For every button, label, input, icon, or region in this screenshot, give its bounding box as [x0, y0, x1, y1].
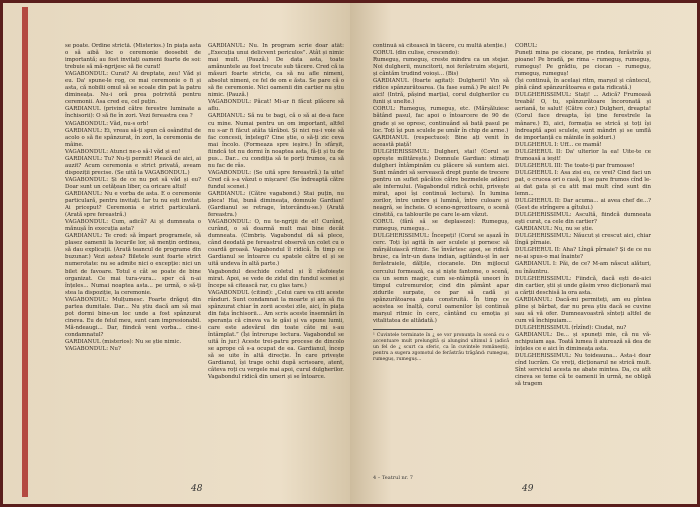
page-number-left: 48: [191, 484, 203, 494]
paragraph: DULGHERUL II: Da' ulterior la ea! Uite-te ce frumoasă a ieșit!: [515, 148, 651, 162]
paragraph: DULGHERUL II: Aha? Lîngă pîrnaie? Și de ce nu ne-ai spus-o mai înainte?: [515, 247, 651, 261]
paragraph: DULGHERISSIMUL: Fiindcă, dacă ești de-aici din cartier, știi și unde găsim vreo dicționară mai a cărții deschisă la ora asta.: [515, 275, 651, 296]
paragraph: VAGABONDUL: Și de ce nu pot să văd și eu? Doar sunt un cetățean liber, ca oricare altul!: [65, 176, 201, 190]
paragraph: GARDIANUL: Ei, vreau să-ți spun că osânditul de acolo o să fie spânzurat, în zori, la ceremonia de mâine.: [65, 127, 201, 148]
paragraph: GARDIANUL I: Păi, de ce? M-am născut alături, nu înăuntru.: [515, 261, 651, 275]
continuation-line: continuă să citească în tăcere, cu multă atenție.): [373, 43, 507, 49]
right-column-2: [515, 43, 651, 388]
right-column-1: [373, 43, 509, 363]
paragraph: DULGHERISSIMUL: Începeți! (Corul se așază în cerc. Toți își agită în aer sculele și pornesc să mărșăluiască ritmic. Se învârtesc apoi, se ridică brusc, ca într-un dans indian, agitându-și în aer ferăstraiele, dălțile, ciocanele. Din mijlocul cercului formează, ca și niște fantome, o scenă, ca un semn magic, cum se-ntâmplă uneori în timpul cutremurelor, cind din pământ apar zidurile surpate, ce par să cadă și spânzurătoarea gata construită. În timp ce acestea se înalță, corul oamenilor își continuă marșul ritmic în cerc, cântând cu emoția și vitalitatea de altădată.): [373, 233, 509, 324]
paragraph: GARDIANUL: Nu, nu se știe.: [515, 226, 594, 233]
paragraph: DULGHERUL I: Asa zisi eu, ce vrei? Cind faci un pat, o crucea ori o casă, ți se pare frumos cînd le-ai dat gata și cu atit mai mult cînd sunt din lemn...: [515, 169, 651, 197]
paragraph: VAGABONDUL: Păcat! Mi-ar fi făcut plăcere să aflu.: [208, 99, 344, 113]
footnote-rule: [373, 329, 433, 330]
paragraph: GARDIANUL: De... și spuneți mie, că nu vă-nchipuiam aşa. Toată lumea îi aiurează să dea de înțeles ce e aici în dimineața asta.: [515, 331, 651, 353]
paragraph: VAGABONDUL: Cum, adică? Ai și dumneata o mănușă în execuția asta?: [65, 219, 201, 233]
paragraph: GARDIANUL: Te cred: să împart programele, să plasez oamenii la locurile lor, să mențin ordinea, să dau explicații. (Arată teancul de programe din buzunar.) Vezi astea? Biletele sunt foarte strict numerotate: nu se admite nici o excepție: nici un bilet de favoare. Totul e cât se poate de bine organizat. Ce mai tura-vura... sper că n-ai înțeles... Numai noaptea asta... pe urmă, o să-ți stea la dispoziție, la ceremonie.: [65, 233, 201, 296]
paragraph: GARDIANUL: Nu e vorba de asta. E o ceremonie particulară, pentru invitați. Iar tu nu ești invitat. Ai priceput? Ceremonia e strict particulară. (Arată spre fereastră.): [65, 190, 201, 219]
book-spread: [3, 3, 697, 504]
paragraph: VAGABONDUL: (Se uită spre fereastră.) Ia uite! Cred că s-a văzut o mișcare! (Se îndreaptă către fundul scenei.): [208, 169, 344, 190]
left-column-2: [208, 43, 344, 381]
paragraph: VAGABONDUL: Atunci ne-o să-l văd și eu!: [65, 148, 181, 155]
paragraph: Vagabondul deschide coletul și îl răsfoiește mirat. Apoi, se vede de zidul din fundul scenei și începe să citească rar, cu glas tare.): [208, 268, 344, 289]
right-page: [350, 3, 697, 504]
paragraph: Puneți mina pe ciocane, pe rindea, ferăstrău și pioane! Pe bradă, pe rima – rumeguș, rumeguș, rumeguș! Pe grădiu, pe ciocan – rumeguș, rumeguș, rumeguș!: [515, 50, 651, 78]
paragraph: GARDIANUL (privind către ferestre luminate a închisorii): O să fie în zori. Vezi fereastra cea ?: [65, 106, 201, 120]
paragraph: GARDIANUL (foarte agitat): Dulgherii! Vin să ridice spânzurătoarea. (Ia fase sumă.) Pe aici! Pe aici! (Intră, pășind marțial, corul dulgherilor cu funii și unelte.): [373, 78, 509, 106]
paragraph: VAGABONDUL: O, nu te-ngrijii de el! Curând, curând, o să doarmă mult mai bine decât dumneata. (Cimbriș. Vagabondul dă să plece, când deodată pe fereastrul observă un colet cu o coardă groasă. Vagabondul îl ridică. În timp ce Gardianul se întoarce cu spatele către el și se uită undeva în altă parte.): [208, 219, 344, 268]
paragraph: VAGABONDUL: Mulțumesc. Foarte drăguț din partea dumitale. Dar... Nu știu dacă am să mai pot dormi bine-un loc unde a fost spânzurat cineva. Eu de felul meu, sunt cam impresionabil. Mă-ndeaugi... Dar, fiindcă veni vorba... cine-i condamnatul?: [65, 296, 201, 338]
paragraph: (Își continuă, în același ritm, marșul și cântecul, pînă când spânzurătoarea e gata ridicată.): [515, 78, 651, 92]
paragraph: GARDIANUL (respectuos): Bine ați venit în această piață!: [373, 134, 509, 148]
paragraph: Rumeguș, rumeguș, creste mindru ca un stejar. Noi dulgherii, muncitorii, noi ferăstruim stejarii, și cântăm trudind voioși... (Bis): [373, 57, 509, 78]
paragraph: DULGHERUL II: Dar acuma... ai avea chef de...? (Gest de strîngere a gîtului.): [515, 198, 651, 212]
footnote: ¹ Cuvintele terminate în ¿ se vor pronunța în scenă cu o accentuare mult prelungită și alungind ultimul ă (adică un fel de ¿ scurt ca sferic, ca în cuvintele românești), pentru a sugera zgomotul de ferăstrău trăgând: rumeguș, rumeguș, rumeguș...: [373, 332, 509, 362]
left-column-1: [65, 43, 201, 353]
paragraph: DULGHERISSIMUL: Stați! ... Adică? Frumoasă treabă! O, tu, spânzurătoare încoronată și aeriană, te salut! (Către cor.) Dulgheri, dreapta! (Corul face dreapta, își ține ferestrele la mânare.) Ei, aici, formația se strică și toți își îndreaptă apoi sculele, sunt mândri și se umflă de importanță cu mâinile în șolduri.): [515, 92, 651, 141]
paragraph: DULGHERUL I: Uff... ce mamă!: [515, 141, 602, 148]
paragraph: GARDIANUL: Să nu te bagi, că o să ai de-a face cu mine. Numai pentru un om important, altfel nu s-ar fi făcut atâta tărăboi. Și nici nu-i voie să fac concesii, înțelegi? Cine știe, o să-ți zic ceva mai încolo. (Formeaza spre ieșire.) În sfârșit, fiindcă tot nu dormi în noaptea asta, fă-ți și tu de pus... Dar... cu condiția să te porți frumos, ca să nu fac de râs.: [208, 113, 344, 169]
red-edge-strip: [22, 7, 28, 497]
paragraph: DULGHERISSIMUL: Dulgheri, stai! (Corul se oprește militărește.) Domnule Gardian: stimați dulgheri întâmpinăm cu plăcere să suntem aici. Sunt mândri să servească drept punte de trecere pentru un suflet păcătos către bezmelele adânci ale infernului. (Vagabondul ridică ochii, privește mirat, apoi își continuă lectura). În lumina zorilor, între umbre și lumină, între culoare și neagră, se încheie. O sceno-ngrozitoare, o scenă cinstită, ca tablourile pe care le-am văzut.: [373, 148, 509, 219]
paragraph: VAGABONDUL (citind): „Celui care va citi aceste rânduri. Sunt condamnat la moarte și am să fiu spânzurat chiar în zorii acestei zile, aici, în piața din fața închisorii... Am scris aceste însemnări în speranța că cineva va le găsi și va spune lumii, care este adevărul din toate câte mi s-au întâmplat.” (Își întrerupe lectura. Vagabondul se uită în jur.) Aceste trei-patru procese de dincolo se aprope că s-a ocupat de ea. Gardianul, încep să se uite în altă direcție. În care privește Gardianul, își trage ochii după scrisoare, atent, câteva roți cu vergele mai apoi, curul dulgherilor. Vagabondul ridică din umeri și se întoarce.: [208, 289, 344, 381]
left-page: [3, 3, 350, 504]
paragraph: DULGHERISSIMUL: Ascultă, fiindcă dumneata ești curat, ca cele din cartier?: [515, 212, 651, 226]
paragraph: VAGABONDUL: Văd, nu-s orb!: [65, 120, 149, 127]
paragraph: GARDIANUL: Nu. În program scrie doar atât: „Execuția unui delicvent periculos”. Atât și nimic mai mult. (Pauză.) De data asta, toate amănuntele au fost trecute sub tăcere. Cred că ia măsuri foarte stricte, ca să nu afle nimeni, absolut nimeni, ce fel de om e ăsta. Se pare că o să fie ceremonie. Nici oamenii din cartier nu știu nimic. (Pauză.): [208, 43, 344, 99]
paragraph: DULGHERISSIMUL (rîzînd): Ciudat, nu?: [515, 324, 627, 331]
page-footer: 4 – Teatrul nr. 7: [373, 475, 413, 481]
paragraph: VAGABONDUL: Curat? Ai dreptate, zeu! Văd și eu. Da' spune-le rog, ce mai ceremonie o fi și asta, că nobilii omul să se scoale din pat la patru dimineața. Nu-i oră prea potrivită pentru ceremonii. Asa cred eu, cel puțin.: [65, 71, 201, 106]
paragraph: CORUL (din culise, crescendo):: [373, 50, 460, 57]
paragraph: DULGHERISSIMUL: Nu toideauna... Asta-i doar cînd lucrăm. Ce vreți, dicționarul ne strică mult. Sînt serviciul acesta ne abate mintea. Da, cu atît cineva se teme că te oamenii în urmă, ne obligă să tragem: [515, 353, 651, 388]
paragraph: VAGABONDUL: Nu?: [65, 346, 121, 353]
paragraph: GARDIANUL (misterios): Nu se știe nimic.: [65, 338, 182, 345]
paragraph: CORUL: Rumeguș, rumeguș, etc. (Mărșăluiesc bătând pasul, fac apoi o întoarcere de 90 de grade și se opresc, continuând să bată pasul pe loc. Toți își pun sculele pe umăr în chip de arme.): [373, 106, 509, 134]
paragraph: CORUL:: [515, 43, 538, 49]
paragraph: se poate. Ordine strictă. (Misterios.) În piața asta o să aibă loc o ceremonie deosebit de importantă; au fost invitați oameni foarte de soi: trebuie să mă-ngrijesc să fie curat!: [65, 43, 201, 71]
paragraph: DULGHERISSIMUL: Năucut și crescut aici, chiar lîngă pîrnaie.: [515, 233, 651, 247]
paragraph: DULGHERUL III: Tie toate-ți par frumoase!: [515, 162, 635, 169]
page-number-right: 49: [522, 484, 534, 494]
paragraph: GARDIANUL: Dacă-mi permiteți, am eu pîntea pline și bărbat, dar nu prea știu dacă se cuvine sau să vă ofer. Dumneavoastră sînteți altfel de cum vă închipuiam...: [515, 296, 651, 324]
paragraph: GARDIANUL: (Către vagabond.) Stai puțin, nu pleca! Hai, bună dimineața, domnule Gardian! (Gardianul se retrage, întorcându-se.) (Arată fereastra.): [208, 190, 344, 219]
paragraph: GARDIANUL: Tu? Nu-ți permit! Pleacă de aici, ai auzit? Acum ceremonia e strict privată, aveam dispoziții precise. (Se uită la VAGABONDUL.): [65, 155, 201, 176]
paragraph: CORUL (fără să se deplaseze): Rumeguș, rumeguș, rumeguș...: [373, 219, 509, 233]
